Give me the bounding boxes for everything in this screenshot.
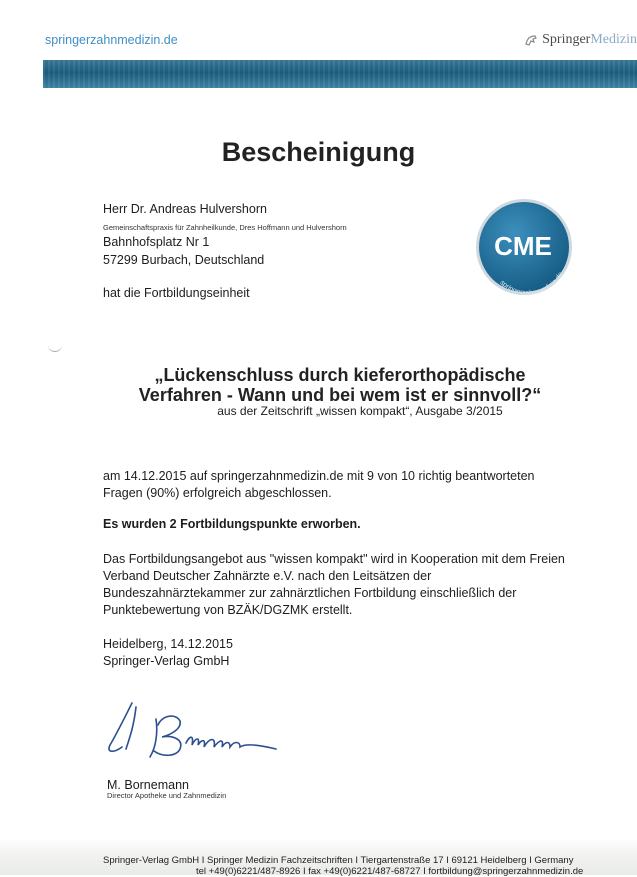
cooperation-text-line-3: Bundeszahnärztekammer zur zahnärztlichen Fortbildung einschließlich der bbox=[103, 586, 517, 600]
completion-text-line-1: am 14.12.2015 auf springerzahnmedizin.de mit 9 von 10 richtig beantworteten bbox=[103, 469, 535, 483]
course-title-line-1: „Lückenschluss durch kieferorthopädische bbox=[154, 365, 526, 385]
intro-text: hat die Fortbildungseinheit bbox=[103, 286, 250, 300]
recipient-name: Herr Dr. Andreas Hulvershorn bbox=[103, 202, 267, 216]
cme-badge-ring-text: springerzahnmedizin.de bbox=[498, 270, 565, 297]
document-title: Bescheinigung bbox=[221, 137, 416, 167]
completion-text-line-2: Fragen (90%) erfolgreich abgeschlossen. bbox=[103, 486, 332, 500]
course-title-line-2: Verfahren - Wann und bei wem ist er sinnvoll?“ bbox=[138, 385, 542, 405]
course-title bbox=[60, 365, 620, 405]
cooperation-text-line-2: Verband Deutscher Zahnärzte e.V. nach den Leitsätzen der bbox=[103, 569, 432, 583]
recipient-city: 57299 Burbach, Deutschland bbox=[103, 253, 265, 267]
recipient-street: Bahnhofsplatz Nr 1 bbox=[103, 235, 210, 249]
signer-title: Director Apotheke und Zahnmedizin bbox=[107, 791, 227, 800]
cme-badge-label: CME bbox=[494, 231, 552, 261]
springer-horse-icon bbox=[524, 33, 538, 47]
issuer: Springer-Verlag GmbH bbox=[103, 654, 230, 668]
course-source: aus der Zeitschrift „wissen kompakt“, Ausgabe 3/2015 bbox=[217, 404, 503, 418]
cooperation-text-line-4: Punktebewertung von BZÄK/DGZMK erstellt. bbox=[103, 603, 353, 617]
site-url: springerzahnmedizin.de bbox=[45, 33, 178, 47]
punch-mark bbox=[48, 341, 62, 352]
footer-contact-line: tel +49(0)6221/487-8926 I fax +49(0)6221/487-68727 I fortbildung@springerzahnmedizin.de bbox=[196, 866, 584, 877]
springer-medizin-logo bbox=[524, 32, 637, 48]
signer-name: M. Bornemann bbox=[107, 778, 189, 792]
cooperation-text-line-1: Das Fortbildungsangebot aus "wissen kompakt" wird in Kooperation mit dem Freien bbox=[103, 552, 565, 566]
recipient-practice: Gemeinschaftspraxis für Zahnheilkunde, Dres Hoffmann und Hulvershorn bbox=[103, 223, 347, 232]
logo-wordmark: SpringerMedizin bbox=[542, 32, 637, 47]
header-band bbox=[43, 60, 637, 88]
handwritten-signature bbox=[100, 685, 300, 775]
issue-place-date: Heidelberg, 14.12.2015 bbox=[103, 637, 233, 651]
cme-badge bbox=[474, 197, 574, 297]
points-statement: Es wurden 2 Fortbildungspunkte erworben. bbox=[103, 517, 361, 531]
footer-address-line: Springer-Verlag GmbH I Springer Medizin Fachzeitschriften I Tiergartenstraße 17 I 69121 Heidelberg I Germany bbox=[103, 855, 574, 866]
